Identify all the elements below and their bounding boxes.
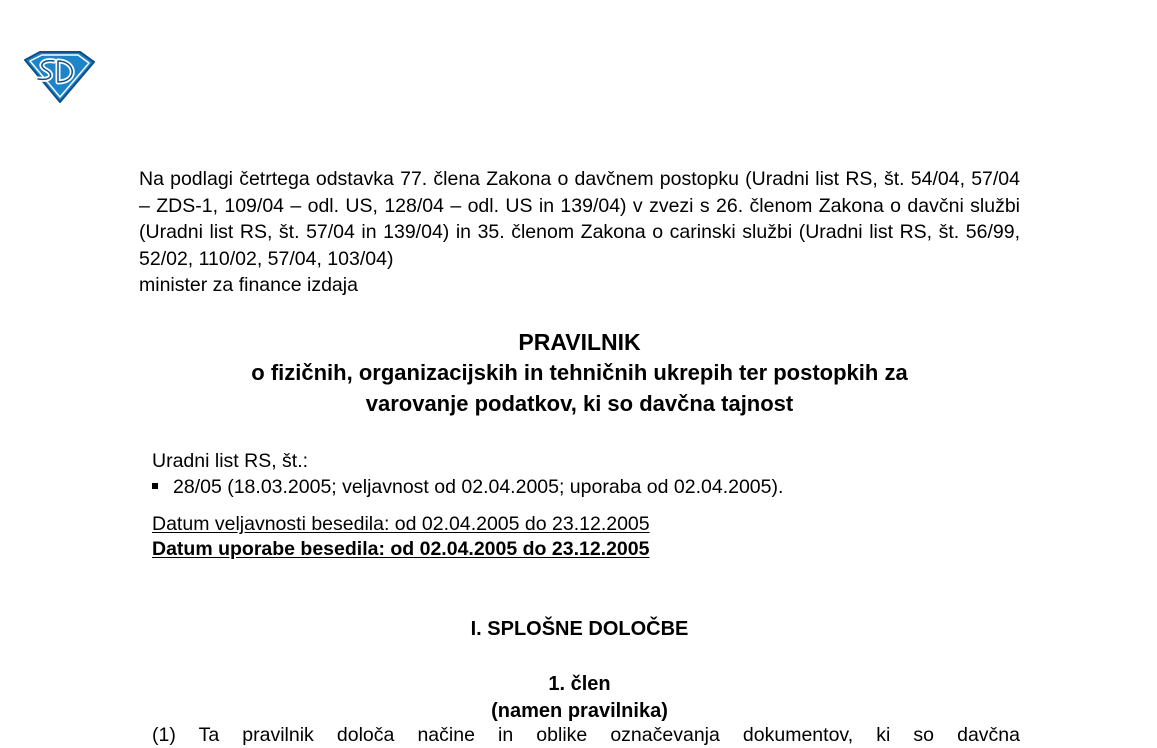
bullet-icon: [152, 483, 158, 489]
preamble-line: 26. členom Zakona o davčni službi (Uradni list RS, št. 57/04 in 139/04) in 35. členom: [139, 194, 1021, 243]
title-sub-line-2: varovanje podatkov, ki so davčna tajnost: [365, 391, 794, 416]
gazette-item-text: 28/05 (18.03.2005; veljavnost od 02.04.2005; uporaba od 02.04.2005).: [173, 476, 784, 498]
gazette-label: Uradni list RS, št.:: [152, 450, 309, 472]
preamble-line: RS, št. 54/04, 57/04 – ZDS-1, 109/04 – odl. US, 128/04 – odl. US in 139/04) v zvezi s: [139, 168, 1020, 217]
preamble-line: Zakona o carinski službi (Uradni list RS, št. 56/99, 52/02, 110/02, 57/04, 103/04): [139, 221, 1020, 270]
gazette-reference: [152, 448, 783, 500]
text-dates: [152, 512, 650, 562]
logo-icon: [22, 48, 96, 104]
preamble-last-line: minister za finance izdaja: [139, 274, 358, 296]
article-title: (namen pravilnika): [491, 700, 668, 722]
gazette-item: [152, 474, 783, 500]
application-date: Datum uporabe besedila: od 02.04.2005 do 23.12.2005: [152, 538, 650, 560]
preamble: [139, 166, 1020, 299]
document-title: [139, 327, 1020, 419]
article-number: 1. člen: [548, 673, 611, 695]
chapter-heading: I. SPLOŠNE DOLOČBE: [470, 618, 689, 640]
title-main: PRAVILNIK: [518, 329, 641, 355]
preamble-line: Na podlagi četrtega odstavka 77. člena Zakona o davčnem postopku (Uradni list: [139, 168, 840, 190]
title-sub-line-1: o fizičnih, organizacijskih in tehničnih ukrepih ter postopkih za: [251, 360, 908, 385]
validity-date: Datum veljavnosti besedila: od 02.04.2005 do 23.12.2005: [152, 513, 650, 535]
article-heading: [139, 671, 1020, 725]
paragraph-1: (1) Ta pravilnik določa načine in oblike označevanja dokumentov, ki so davčna: [152, 724, 1020, 746]
